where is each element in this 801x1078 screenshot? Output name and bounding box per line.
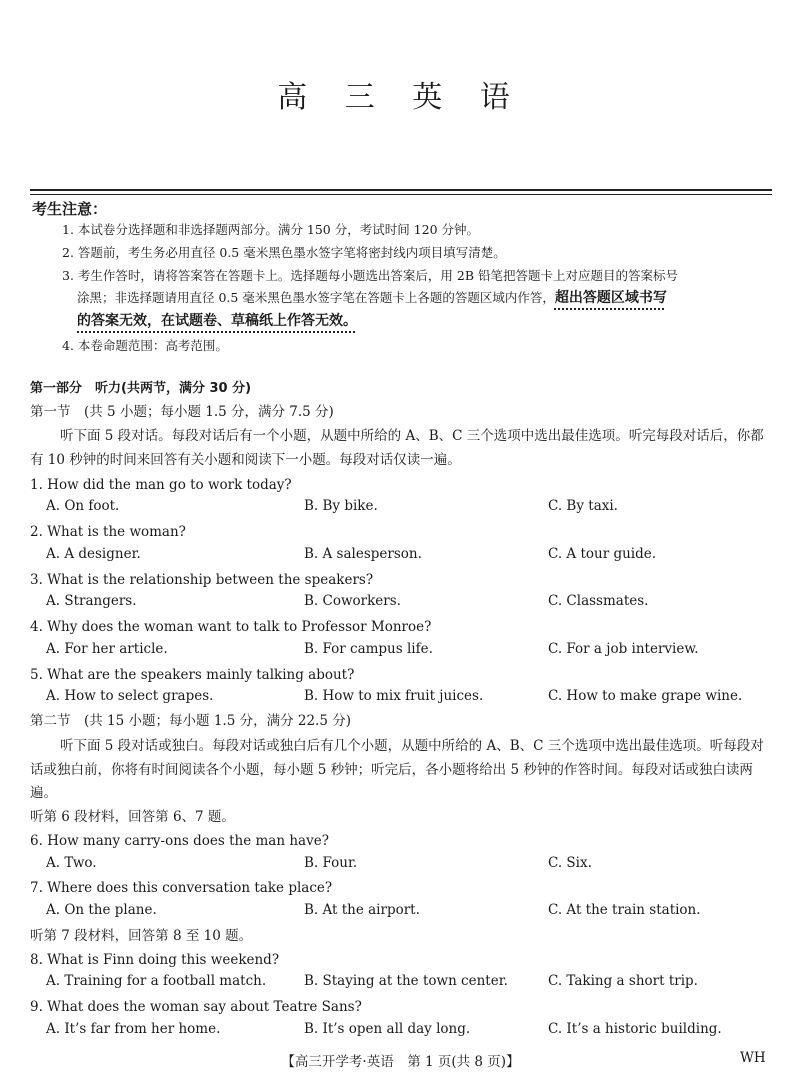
notice-item-3-line-2 <box>77 286 777 310</box>
q1-option-a[interactable]: A. On foot. <box>46 498 120 514</box>
material-6-note: 听第 6 段材料，回答第 6、7 题。 <box>30 809 235 825</box>
notice-item-3-emphasis: 超出答题区域书写 <box>554 290 667 306</box>
question-3: 3. What is the relationship between the speakers? <box>30 572 374 588</box>
q4-option-b[interactable]: B. For campus life. <box>304 641 433 657</box>
notice-item-1: 1. 本试卷分选择题和非选择题两部分。满分 150 分，考试时间 120 分钟。 <box>62 222 480 237</box>
question-9: 9. What does the woman say about Teatre Sans? <box>30 999 362 1015</box>
section2-instructions: 听下面 5 段对话或独白。每段对话或独白后有几个小题，从题中所给的 A、B、C 三个选项中选出最佳选项。听每段对话或独白前，你将有时间阅读各个小题，每小题 5 秒钟；听完后，各小题将给出 5 秒钟的作答时间。每段对话或独白读两遍。 <box>30 738 764 801</box>
q2-option-b[interactable]: B. A salesperson. <box>304 546 422 562</box>
notice-item-3-emphasis-2: 的答案无效，在试题卷、草稿纸上作答无效。 <box>77 313 357 329</box>
q8-option-a[interactable]: A. Training for a football match. <box>46 973 267 989</box>
q6-option-b[interactable]: B. Four. <box>304 855 358 871</box>
question-8: 8. What is Finn doing this weekend? <box>30 952 280 968</box>
notice-item-2: 2. 答题前，考生务必用直径 0.5 毫米黑色墨水签字笔将密封线内项目填写清楚。 <box>62 245 506 260</box>
divider-thin <box>30 194 772 195</box>
q5-option-c[interactable]: C. How to make grape wine. <box>548 688 743 704</box>
q4-option-c[interactable]: C. For a job interview. <box>548 641 699 657</box>
notice-item-4: 4. 本卷命题范围：高考范围。 <box>62 338 228 353</box>
q3-option-c[interactable]: C. Classmates. <box>548 593 649 609</box>
footer-code: WH <box>740 1050 766 1066</box>
question-5: 5. What are the speakers mainly talking about? <box>30 667 355 683</box>
notice-heading: 考生注意： <box>32 200 108 218</box>
section1-instructions: 听下面 5 段对话。每段对话后有一个小题，从题中所给的 A、B、C 三个选项中选出最佳选项。听完每段对话后，你都有 10 秒钟的时间来回答有关小题和阅读下一小题。每段对话仅读一遍。 <box>30 428 764 468</box>
q6-option-c[interactable]: C. Six. <box>548 855 592 871</box>
question-1: 1. How did the man go to work today? <box>30 477 292 493</box>
q9-option-c[interactable]: C. It’s a historic building. <box>548 1021 722 1037</box>
section2-heading: 第二节 (共 15 小题；每小题 1.5 分，满分 22.5 分) <box>30 713 351 729</box>
q1-option-b[interactable]: B. By bike. <box>304 498 378 514</box>
question-4: 4. Why does the woman want to talk to Professor Monroe? <box>30 619 432 635</box>
question-7: 7. Where does this conversation take place? <box>30 880 333 896</box>
notice-item-3-line-1: 3. 考生作答时，请将答案答在答题卡上。选择题每小题选出答案后，用 2B 铅笔把答题卡上对应题目的答案标号 <box>62 268 678 283</box>
section1-heading: 第一节 (共 5 小题；每小题 1.5 分，满分 7.5 分) <box>30 404 334 420</box>
page-footer: 【高三开学考·英语 第 1 页(共 8 页)】 <box>281 1054 520 1070</box>
q7-option-b[interactable]: B. At the airport. <box>304 902 420 918</box>
q5-option-a[interactable]: A. How to select grapes. <box>46 688 214 704</box>
question-6: 6. How many carry-ons does the man have? <box>30 833 329 849</box>
part1-heading: 第一部分 听力(共两节，满分 30 分) <box>30 381 252 396</box>
q8-option-b[interactable]: B. Staying at the town center. <box>304 973 508 989</box>
q8-option-c[interactable]: C. Taking a short trip. <box>548 973 698 989</box>
q1-option-c[interactable]: C. By taxi. <box>548 498 618 514</box>
q7-option-a[interactable]: A. On the plane. <box>46 902 157 918</box>
q3-option-a[interactable]: A. Strangers. <box>46 593 137 609</box>
q7-option-c[interactable]: C. At the train station. <box>548 902 701 918</box>
q2-option-a[interactable]: A. A designer. <box>46 546 141 562</box>
page-title: 高 三 英 语 <box>277 80 524 115</box>
q5-option-b[interactable]: B. How to mix fruit juices. <box>304 688 484 704</box>
q6-option-a[interactable]: A. Two. <box>46 855 97 871</box>
q2-option-c[interactable]: C. A tour guide. <box>548 546 657 562</box>
q4-option-a[interactable]: A. For her article. <box>46 641 168 657</box>
q9-option-b[interactable]: B. It’s open all day long. <box>304 1021 471 1037</box>
material-7-note: 听第 7 段材料，回答第 8 至 10 题。 <box>30 928 253 944</box>
q3-option-b[interactable]: B. Coworkers. <box>304 593 401 609</box>
question-2: 2. What is the woman? <box>30 524 186 540</box>
notice-item-3-plain: 涂黑；非选择题请用直径 0.5 毫米黑色墨水签字笔在答题卡上各题的答题区域内作答， <box>77 290 555 305</box>
notice-item-3-line-3 <box>77 309 789 333</box>
q9-option-a[interactable]: A. It’s far from her home. <box>46 1021 221 1037</box>
divider-thick <box>30 189 772 191</box>
